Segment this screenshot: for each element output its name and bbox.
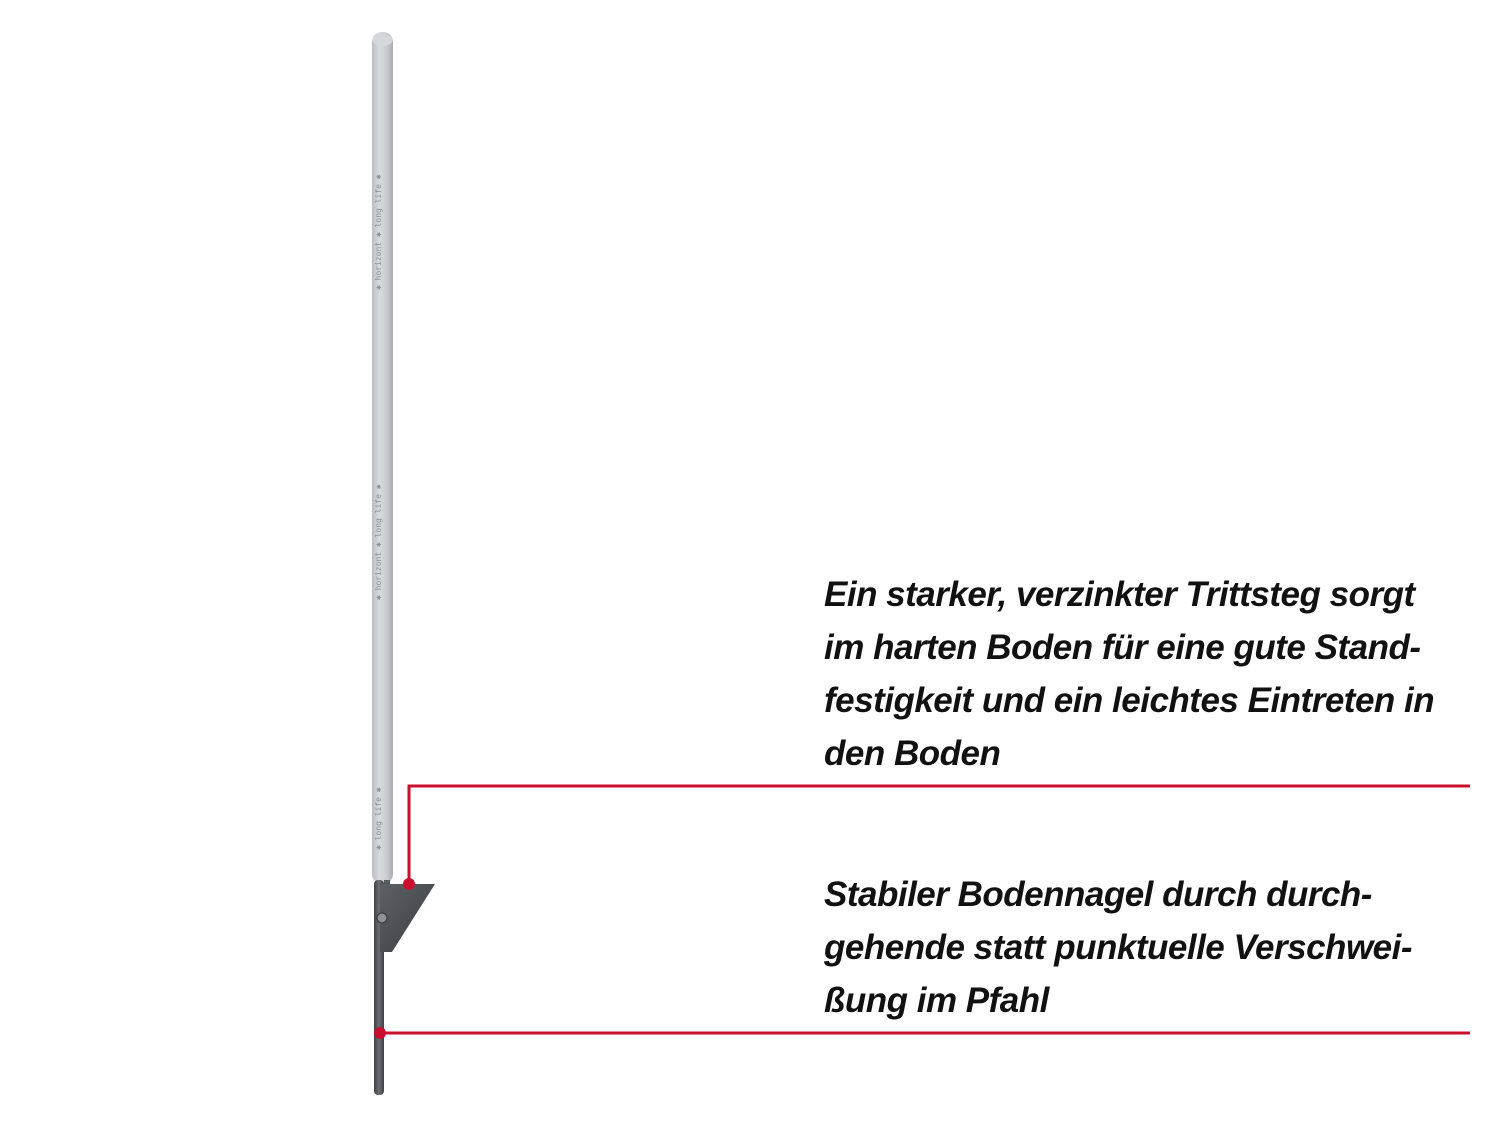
callout-tread-step bbox=[824, 568, 1484, 780]
pole-imprint-lower: ✱ long life ✱ bbox=[374, 787, 383, 850]
callout-line: den Boden bbox=[824, 734, 1001, 773]
callout-line: im harten Boden für eine gute Stand- bbox=[824, 628, 1421, 667]
ground-nail-marker-dot bbox=[374, 1027, 386, 1039]
callout-ground-nail bbox=[824, 868, 1484, 1027]
callout-line: Stabiler Bodennagel durch durch- bbox=[824, 875, 1372, 914]
tread-step-marker-dot bbox=[403, 878, 415, 890]
callout-line: festigkeit und ein leichtes Eintreten in bbox=[824, 681, 1435, 720]
tread-step bbox=[377, 884, 435, 952]
callout-line: ßung im Pfahl bbox=[824, 981, 1049, 1020]
callout-line: Ein starker, verzinkter Trittsteg sorgt bbox=[824, 575, 1415, 614]
callout-line: gehende statt punktuelle Verschwei- bbox=[824, 928, 1413, 967]
plastic-pole bbox=[372, 32, 393, 884]
pole-imprint-middle: ✱ horizont ✱ long life ✱ bbox=[374, 484, 383, 600]
pole-imprint-upper: ✱ horizont ✱ long life ✱ bbox=[374, 174, 383, 290]
leader-line-ground-nail bbox=[374, 1027, 1470, 1039]
